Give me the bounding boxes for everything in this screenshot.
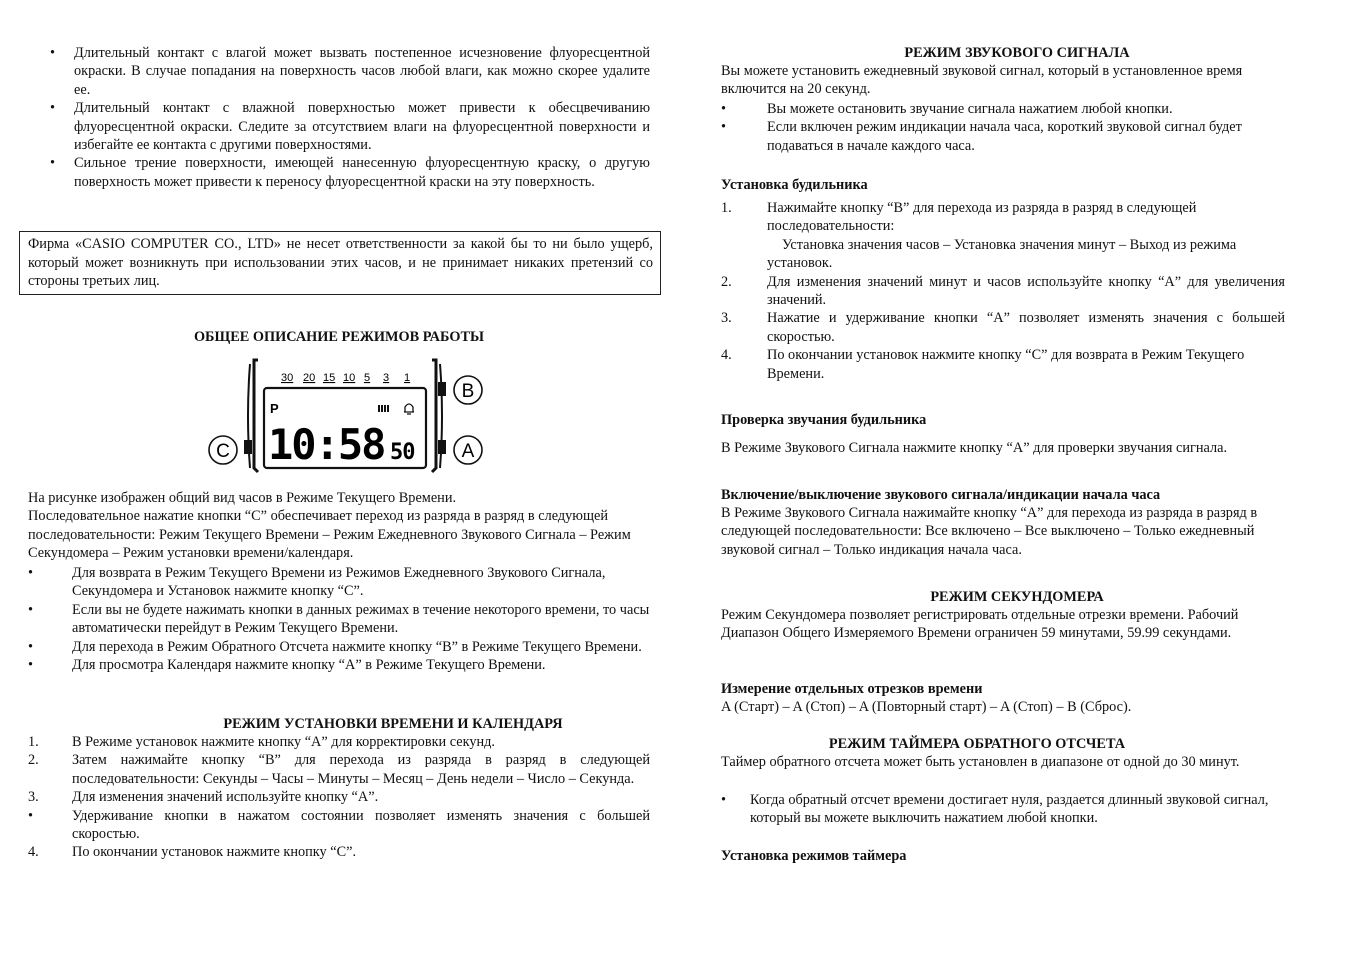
bullet-marker: • — [28, 657, 34, 674]
svg-text:B: B — [461, 381, 475, 402]
list-item — [28, 638, 650, 656]
list-item — [721, 346, 1285, 383]
bell-icon — [404, 404, 414, 414]
list-item — [28, 807, 650, 844]
alarm-intro: Вы можете установить ежедневный звуковой сигнал, который в установленное время включится на 20 секунд. — [721, 63, 1243, 98]
list-item — [28, 44, 650, 99]
b-icon — [454, 376, 482, 404]
bullet-marker: • — [28, 601, 34, 618]
modes-bullets — [28, 564, 650, 674]
modes-heading: ОБЩЕЕ ОПИСАНИЕ РЕЖИМОВ РАБОТЫ — [193, 329, 485, 345]
alarm-set-heading: Установка будильника — [721, 177, 868, 193]
paragraph: На рисунке изображен общий вид часов в Режиме Текущего Времени. — [28, 490, 457, 506]
list-item-text: Для перехода в Режим Обратного Отсчета нажмите кнопку “B” в Режиме Текущего Времени. — [72, 638, 642, 655]
timer-bullets — [721, 791, 1285, 828]
disclaimer-box — [19, 231, 661, 295]
list-marker: 3. — [28, 789, 39, 806]
bullet-marker: • — [721, 792, 727, 808]
stopwatch-heading: РЕЖИМ СЕКУНДОМЕРА — [930, 589, 1104, 605]
laps-heading: Измерение отдельных отрезков времени — [721, 681, 983, 697]
mode-indicator: P — [270, 401, 279, 416]
timer-heading: РЕЖИМ ТАЙМЕРА ОБРАТНОГО ОТСЧЕТА — [828, 736, 1126, 752]
list-item-text: Если включен режим индикации начала часа, короткий звуковой сигнал будет подаваться в начале каждого часа. — [767, 119, 1242, 154]
seconds-digits: 50 — [390, 440, 415, 465]
a-icon — [454, 436, 482, 464]
list-marker: 1. — [721, 200, 732, 216]
modes-intro — [28, 489, 650, 563]
list-item — [28, 656, 650, 674]
scale-label: 5 — [364, 372, 371, 384]
alarm-test-heading: Проверка звучания будильника — [721, 412, 927, 428]
scale-label: 20 — [303, 372, 316, 384]
list-item-subtext: Установка значения часов – Установка значения минут – Выход из режима установок. — [767, 236, 1237, 272]
list-marker: • — [28, 807, 34, 824]
timer-set-heading: Установка режимов таймера — [721, 848, 907, 864]
svg-text:A: A — [461, 441, 475, 462]
alarm-test-text: В Режиме Звукового Сигнала нажмите кнопку “A” для проверки звучания сигнала. — [721, 440, 1228, 456]
bullet-marker: • — [28, 565, 34, 581]
list-marker: 4. — [721, 347, 732, 364]
list-item — [28, 601, 650, 638]
button-b-stub — [438, 382, 446, 396]
stopwatch-text: Режим Секундомера позволяет регистрировать отдельные отрезки времени. Рабочий Диапазон Общего Измеряемого Времени ограничен 59 минутами, 59.99 секундами. — [721, 607, 1239, 642]
alarm-toggle-text: В Режиме Звукового Сигнала нажимайте кнопку “A” для перехода из разряда в разряд в следующей последовательности: Все включено – Все выключено – Только ежедневный звуковой сигнал – Только индикация начала часа. — [721, 505, 1258, 558]
bullet-marker: • — [50, 155, 56, 172]
list-item-text: Нажимайте кнопку “B” для перехода из разряда в разряд в следующей последовательности: — [767, 200, 1197, 235]
signal-icon — [378, 405, 389, 412]
timer-text: Таймер обратного отсчета может быть установлен в диапазоне от одной до 30 минут. — [721, 754, 1240, 770]
list-item-text: Длительный контакт с влажной поверхностью может привести к обесцвечиванию флуоресцентной окраски. Следите за отсутствием влаги на флуоресцентной поверхности и избегайте ее контакта с другими поверхностями. — [74, 100, 650, 154]
bullet-marker: • — [28, 638, 34, 655]
list-item-text: Для возврата в Режим Текущего Времени из Режимов Ежедневного Звукового Сигнала, Секундомера и Установок нажмите кнопку “C”. — [72, 565, 606, 600]
list-item-text: Если вы не будете нажимать кнопки в данных режимах в течение некоторого времени, то часы автоматически перейдут в Режим Текущего Времени. — [72, 601, 650, 637]
list-item — [28, 99, 650, 154]
list-item — [721, 199, 1285, 273]
moisture-warnings — [28, 44, 650, 191]
countdown-scale — [281, 372, 410, 384]
list-item-text: Длительный контакт с влагой может вызвать постепенное исчезновение флуоресцентной окраски. В случае попадания на поверхность часов любой влаги, как можно скорее удалите ее. — [74, 45, 650, 98]
list-item — [721, 100, 1285, 118]
list-item — [28, 154, 650, 191]
scale-label: 15 — [323, 372, 336, 384]
list-marker: 2. — [721, 273, 732, 290]
settings-list — [28, 733, 650, 862]
list-item-text: Затем нажимайте кнопку “B” для перехода из разряда в разряд в следующей последовательности: Секунды – Часы – Минуты – Месяц – День недели – Число – Секунда. — [72, 752, 650, 787]
svg-text:C: C — [216, 441, 230, 462]
bullet-marker: • — [721, 101, 727, 117]
button-a-stub — [438, 440, 446, 454]
list-marker: 3. — [721, 310, 732, 327]
c-icon — [209, 436, 237, 464]
list-item-text: Когда обратный отсчет времени достигает нуля, раздается длинный звуковой сигнал, который вы можете выключить нажатием любой кнопки. — [750, 792, 1269, 827]
watch-illustration — [206, 356, 486, 478]
list-item — [28, 733, 650, 751]
list-item — [721, 118, 1285, 155]
list-item — [721, 273, 1285, 310]
alarm-bullets — [721, 100, 1285, 155]
disclaimer-text: Фирма «CASIO COMPUTER CO., LTD» не несет ответственности за какой бы то ни было ущерб, который может возникнуть при использовании этих часов, и не принимает никаких претензий со стороны третьих лиц. — [28, 236, 653, 290]
list-item — [28, 843, 650, 861]
bullet-marker: • — [721, 119, 727, 136]
list-item — [721, 309, 1285, 346]
list-item-text: Вы можете остановить звучание сигнала нажатием любой кнопки. — [767, 101, 1173, 117]
list-item — [721, 791, 1285, 828]
laps-text: A (Старт) – A (Стоп) – A (Повторный старт) – A (Стоп) – B (Сброс). — [721, 699, 1132, 715]
list-item — [28, 564, 650, 601]
time-digits: 10:58 — [268, 420, 385, 469]
list-marker: 1. — [28, 734, 39, 750]
list-item — [28, 751, 650, 788]
list-item-text: По окончании установок нажмите кнопку “C” для возврата в Режим Текущего Времени. — [767, 347, 1245, 382]
alarm-toggle-heading: Включение/выключение звукового сигнала/индикации начала часа — [721, 487, 1161, 503]
list-item-text: По окончании установок нажмите кнопку “C”. — [72, 844, 357, 861]
list-item — [28, 788, 650, 806]
list-item-text: Удерживание кнопки в нажатом состоянии позволяет изменять значения с большей скоростью. — [72, 807, 650, 843]
list-item-text: В Режиме установок нажмите кнопку “A” для корректировки секунд. — [72, 734, 495, 750]
bullet-marker: • — [50, 100, 56, 117]
paragraph: Последовательное нажатие кнопки “C” обеспечивает переход из разряда в разряд в следующей последовательности: Режим Текущего Времени – Режим Ежедневного Звукового Сигнала – Режим Секундомера – Режим установки времени/календаря. — [28, 508, 631, 562]
list-marker: 2. — [28, 752, 39, 769]
list-marker: 4. — [28, 844, 39, 861]
scale-label: 30 — [281, 372, 294, 384]
list-item-text: Для просмотра Календаря нажмите кнопку “A” в Режиме Текущего Времени. — [72, 657, 546, 674]
scale-label: 1 — [404, 372, 411, 384]
settings-heading: РЕЖИМ УСТАНОВКИ ВРЕМЕНИ И КАЛЕНДАРЯ — [223, 716, 563, 732]
list-item-text: Для изменения значений минут и часов используйте кнопку “A” для увеличения значений. — [767, 273, 1285, 309]
scale-label: 10 — [343, 372, 356, 384]
list-item-text: Сильное трение поверхности, имеющей нанесенную флуоресцентную краску, о другую поверхность может привести к переносу флуоресцентной краски на эту поверхность. — [74, 155, 650, 190]
alarm-set-list — [721, 199, 1285, 383]
scale-label: 3 — [383, 372, 390, 384]
button-c-stub — [244, 440, 252, 454]
list-item-text: Для изменения значений используйте кнопку “A”. — [72, 789, 379, 806]
bullet-marker: • — [50, 45, 56, 61]
list-item-text: Нажатие и удерживание кнопки “A” позволяет изменять значения с большей скоростью. — [767, 310, 1285, 345]
alarm-heading: РЕЖИМ ЗВУКОВОГО СИГНАЛА — [904, 45, 1130, 61]
